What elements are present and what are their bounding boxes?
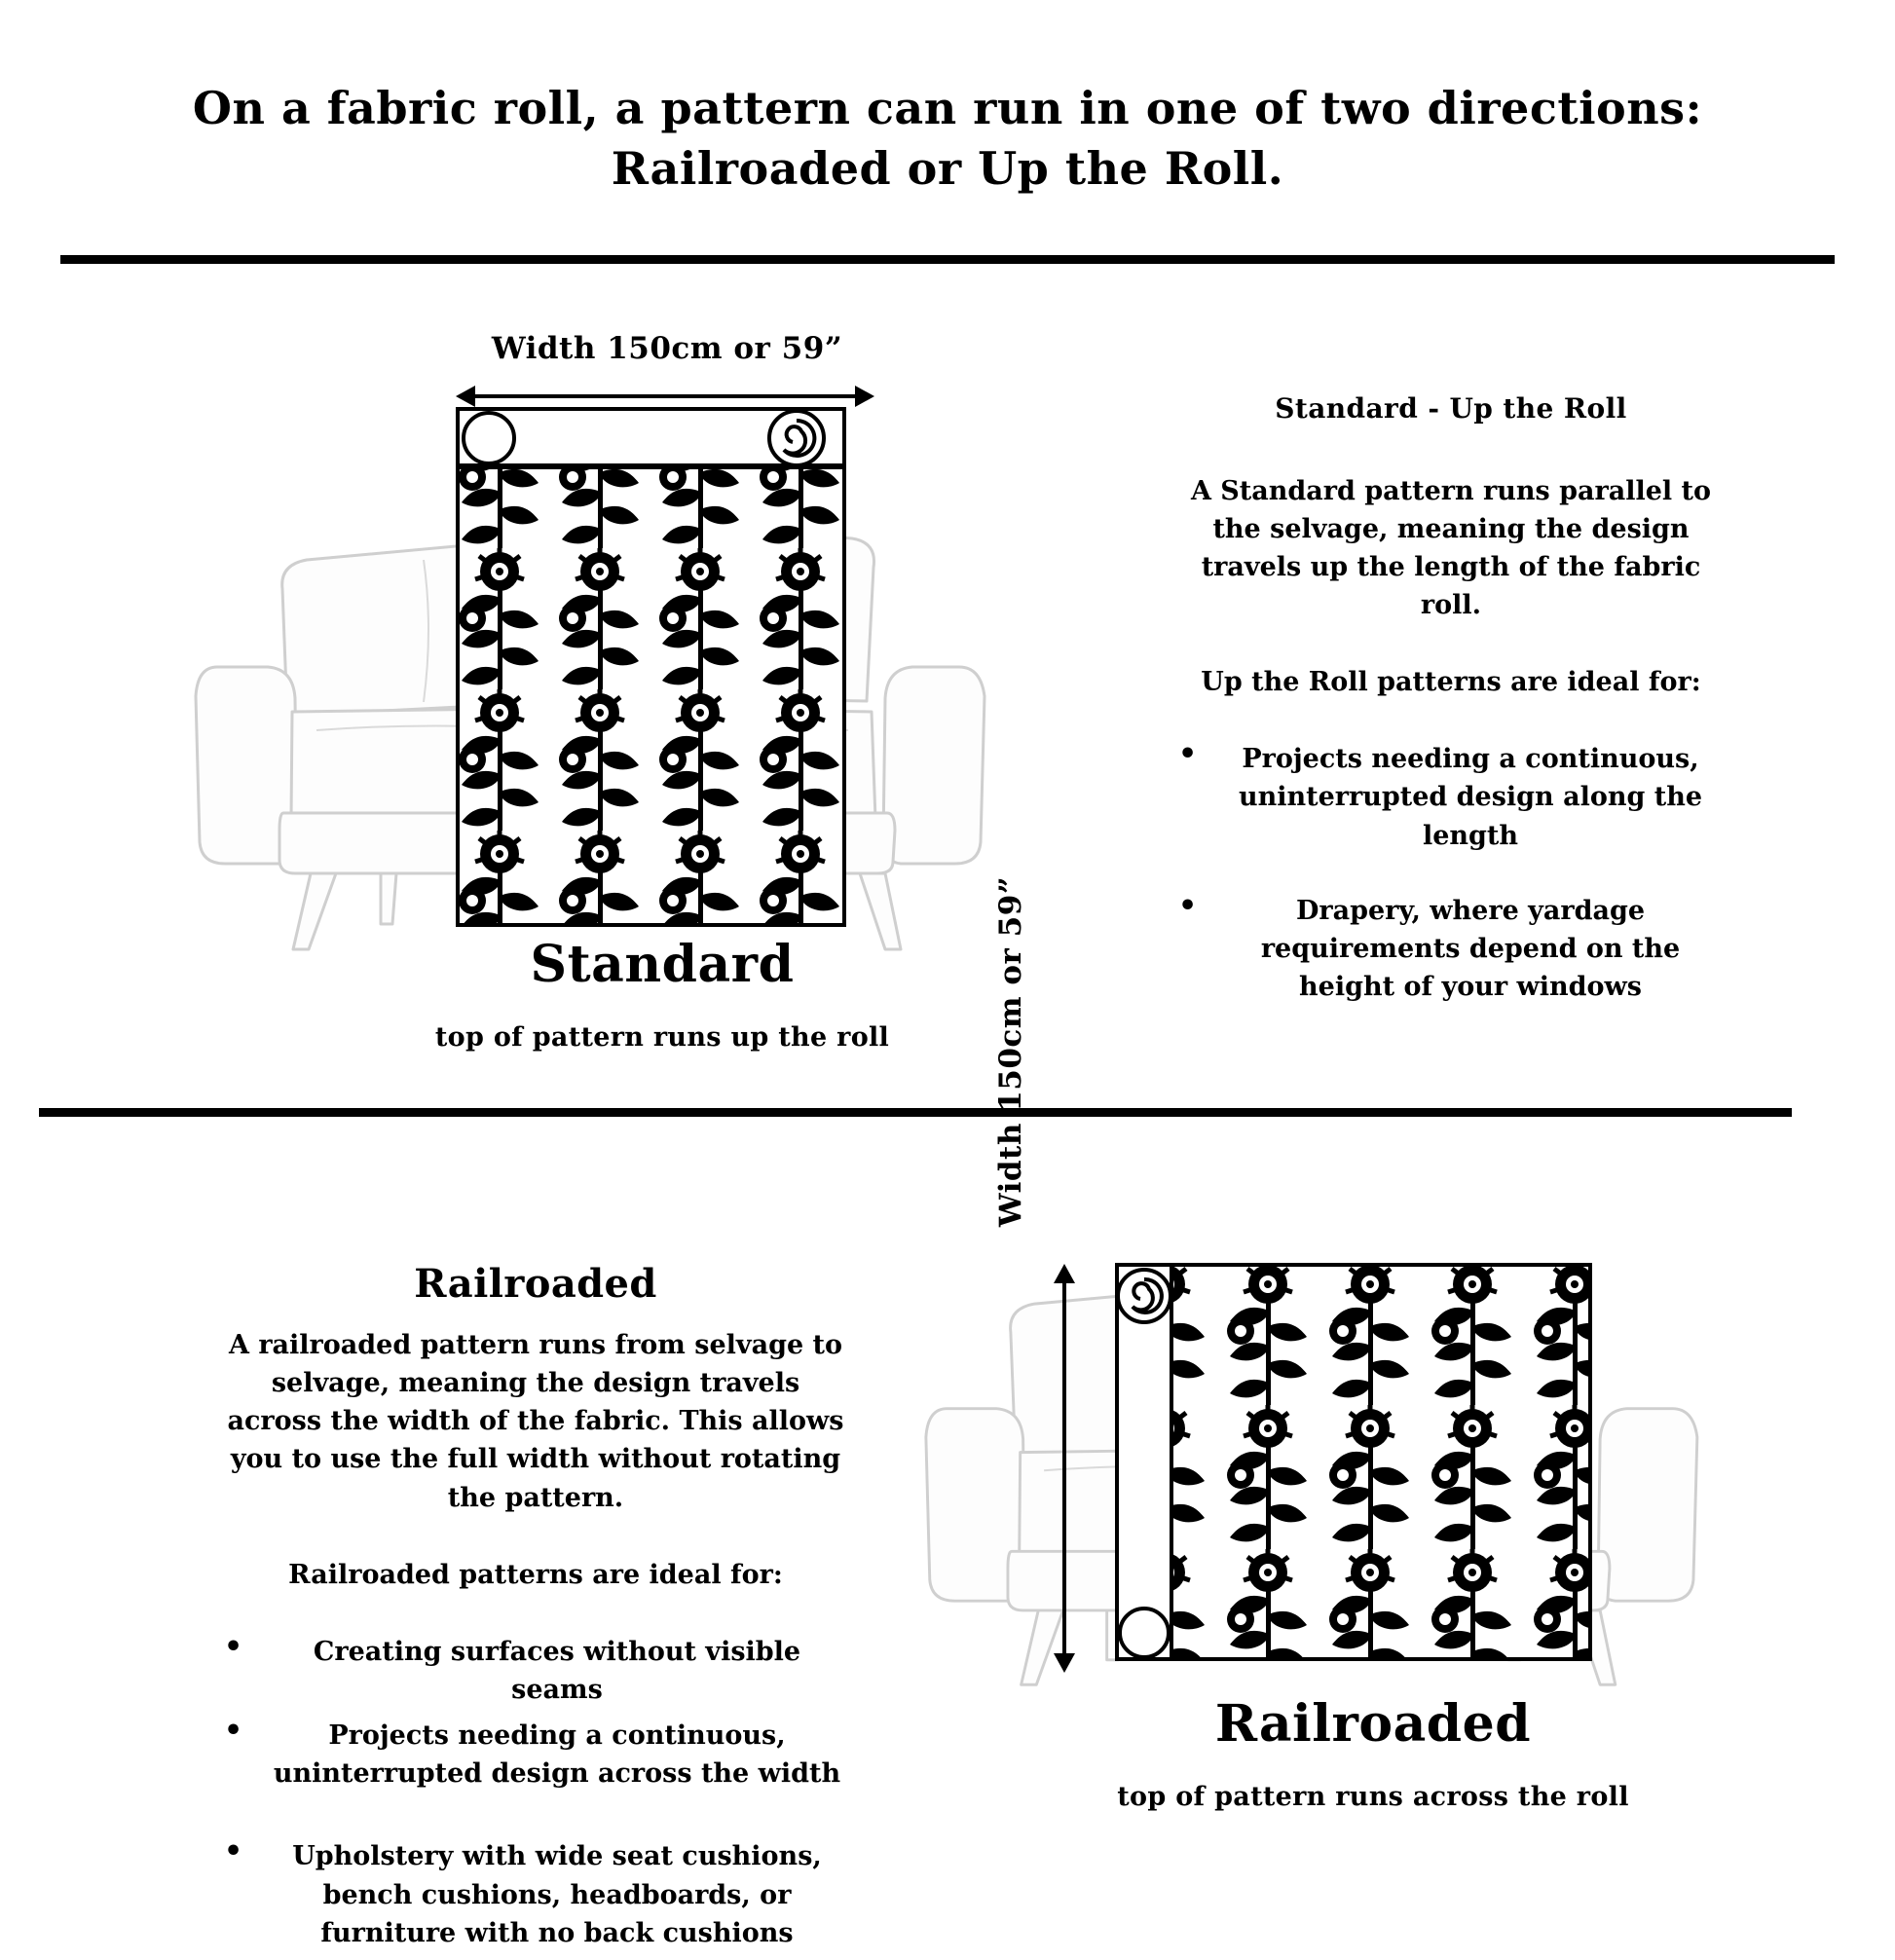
standard-ideal-for-heading: Up the Roll patterns are ideal for:	[1201, 667, 1701, 698]
railroaded-sub-caption: top of pattern runs across the roll	[1117, 1782, 1629, 1812]
railroaded-heading: Railroaded	[414, 1261, 657, 1307]
list-item-label: Drapery, where yardage requirements depend on the height of your windows	[1260, 895, 1681, 1002]
standard-width-label: Width 150cm or 59”	[491, 331, 843, 366]
railroaded-width-label: Width 150cm or 59”	[993, 875, 1028, 1228]
fabric-roll-standard	[450, 407, 852, 933]
standard-description-block	[1178, 389, 1724, 1043]
page-title	[0, 78, 1895, 199]
list-item	[1178, 888, 1724, 1006]
bullet-marker-icon: •	[1178, 737, 1198, 772]
page-title-line-1: On a fabric roll, a pattern can run in one of two directions:	[192, 82, 1703, 134]
standard-description: A Standard pattern runs parallel to the selvage, meaning the design travels up the length of the fabric roll.	[1190, 475, 1712, 621]
list-item-label: Projects needing a continuous, uninterrupted design along the length	[1238, 744, 1703, 851]
bullet-marker-icon: •	[224, 1714, 243, 1749]
bullet-marker-icon: •	[224, 1629, 243, 1664]
divider-top	[60, 255, 1835, 264]
railroaded-caption: Railroaded	[1214, 1694, 1532, 1754]
railroaded-ideal-for-heading: Railroaded patterns are ideal for:	[288, 1559, 783, 1590]
fabric-roll-railroaded	[1115, 1261, 1592, 1665]
railroaded-width-arrow	[1050, 1264, 1079, 1673]
list-item	[224, 1629, 847, 1709]
standard-heading: Standard - Up the Roll	[1275, 392, 1627, 425]
list-item-label: Projects needing a continuous, uninterrupted design across the width	[273, 1720, 841, 1790]
standard-caption: Standard	[530, 935, 795, 994]
list-item	[224, 1834, 847, 1951]
list-item	[1178, 737, 1724, 854]
railroaded-description: A railroaded pattern runs from selvage to selvage, meaning the design travels across the width of the fabric. This allows you to use the full width without rotating the pattern.	[227, 1330, 844, 1513]
standard-bullet-list	[1178, 737, 1724, 1006]
list-item	[224, 1714, 847, 1793]
list-item-label: Upholstery with wide seat cushions, bench cushions, headboards, or furniture with no back cushions	[292, 1841, 822, 1948]
list-item-label: Creating surfaces without visible seams	[313, 1636, 801, 1705]
standard-sub-caption: top of pattern runs up the roll	[434, 1022, 890, 1053]
railroaded-bullet-list	[224, 1629, 847, 1952]
bullet-marker-icon: •	[1178, 888, 1198, 923]
page-title-line-2: Railroaded or Up the Roll.	[611, 142, 1284, 196]
railroaded-description-block	[224, 1256, 847, 1960]
bullet-marker-icon: •	[224, 1834, 243, 1869]
divider-middle	[39, 1108, 1792, 1117]
